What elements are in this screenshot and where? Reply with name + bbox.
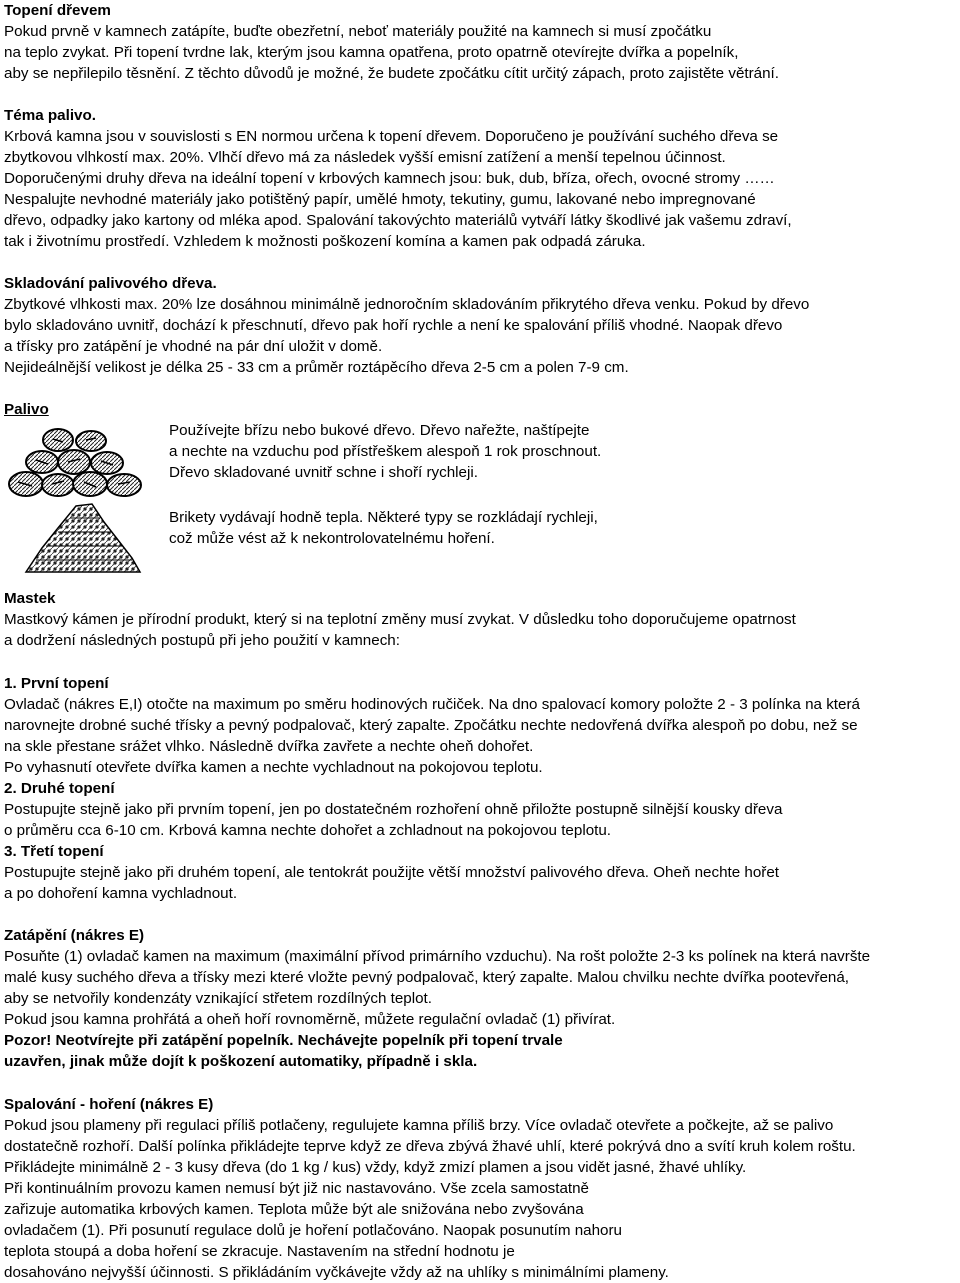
- paragraph-line: Při kontinuálním provozu kamen nemusí být již nic nastavováno. Vše zcela samostatně: [4, 1180, 590, 1197]
- paragraph-line: a po dohoření kamna vychladnout.: [4, 885, 238, 902]
- paragraph-line: Doporučenými druhy dřeva na ideální topení v krbových kamnech jsou: buk, dub, bříza, ořech, ovocné stromy ……: [4, 170, 775, 187]
- paragraph-line: Mastkový kámen je přírodní produkt, který si na teplotní změny musí zvykat. V důsledku toho doporučujeme opatrnost: [4, 611, 796, 628]
- section-heading-skladovani: Skladování palivového dřeva.: [4, 275, 217, 292]
- paragraph-line: a třísky pro zatápění je vhodné na pár dní uložit v domě.: [4, 338, 383, 355]
- paragraph-line: na skle přestane srážet vlhko. Následně dvířka zavřete a nechte oheň dohořet.: [4, 738, 534, 755]
- section-heading-tema: Téma palivo.: [4, 107, 97, 124]
- firewood-pile-illustration: [6, 422, 156, 497]
- paragraph-line: aby se netvořily kondenzáty vznikající střetem rozdílných teplot.: [4, 990, 432, 1007]
- paragraph-line: Po vyhasnutí otevřete dvířka kamen a nechte vychladnout na pokojovou teplotu.: [4, 759, 543, 776]
- palivo-briquette-text: což může vést až k nekontrolovatelnému hoření.: [169, 530, 495, 547]
- paragraph-line: Ovladač (nákres E,I) otočte na maximum po směru hodinových ručiček. Na dno spalovací komory položte 2 - 3 polínka na která: [4, 696, 860, 713]
- paragraph-line: dostatečně rozhoří. Další polínka přikládejte teprve když ze dřeva zbývá žhavé uhlí, které pokrývá dno a svítí kruh kolem roštu.: [4, 1138, 856, 1155]
- section-heading-palivo: Palivo: [4, 401, 49, 418]
- paragraph-line: dřevo, odpadky jako kartony od mléka apod. Spalování takovýchto materiálů vytváří látky škodlivé jak vašemu zdraví,: [4, 212, 792, 229]
- paragraph-line: Posuňte (1) ovladač kamen na maximum (maximální přívod primárního vzduchu). Na rošt položte 2-3 ks polínek na která navršte: [4, 948, 871, 965]
- paragraph-line: narovnejte drobné suché třísky a pevný podpalovač, který zapalte. Zpočátku nechte nedovřená dvířka alespoň po dobu, než se: [4, 717, 858, 734]
- paragraph-line: a dodržení následných postupů při jeho použití v kamnech:: [4, 632, 400, 649]
- section-heading-prvni: 1. První topení: [4, 675, 109, 692]
- section-heading-spalovani: Spalování - hoření (nákres E): [4, 1096, 214, 1113]
- paragraph-line: Nespalujte nevhodné materiály jako potištěný papír, umělé hmoty, tekutiny, gumu, lakované nebo impregnované: [4, 191, 756, 208]
- palivo-wood-text: Dřevo skladované uvnitř schne i shoří rychleji.: [169, 464, 478, 481]
- paragraph-line: Zbytkové vlhkosti max. 20% lze dosáhnou minimálně jednoročním skladováním přikrytého dřeva venku. Pokud by dřevo: [4, 296, 810, 313]
- section-heading-treti: 3. Třetí topení: [4, 843, 104, 860]
- paragraph-line: teplota stoupá a doba hoření se zkracuje. Nastavením na střední hodnotu je: [4, 1243, 515, 1260]
- briquette-pile-illustration: [22, 500, 142, 575]
- warning-line: uzavřen, jinak může dojít k poškození automatiky, případně i skla.: [4, 1053, 478, 1070]
- paragraph-line: Pokud jsou kamna prohřátá a oheň hoří rovnoměrně, můžete regulační ovladač (1) přivírat.: [4, 1011, 616, 1028]
- paragraph-line: zařizuje automatika krbových kamen. Teplota může být ale snižována nebo zvyšována: [4, 1201, 584, 1218]
- paragraph-line: Přikládejte minimálně 2 - 3 kusy dřeva (do 1 kg / kus) vždy, když zmizí plamen a jsou vidět jasné, žhavé uhlíky.: [4, 1159, 747, 1176]
- palivo-wood-text: Používejte břízu nebo bukové dřevo. Dřevo nařežte, naštípejte: [169, 422, 590, 439]
- section-heading-zatapeni: Zatápění (nákres E): [4, 927, 145, 944]
- paragraph-line: zbytkovou vlhkostí max. 20%. Vlhčí dřevo má za následek vyšší emisní zatížení a menší tepelnou účinnost.: [4, 149, 726, 166]
- section-heading-mastek: Mastek: [4, 590, 56, 607]
- paragraph-line: Postupujte stejně jako při prvním topení, jen po dostatečném rozhoření ohně přiložte postupně silnější kousky dřeva: [4, 801, 783, 818]
- palivo-briquette-text: Brikety vydávají hodně tepla. Některé typy se rozkládají rychleji,: [169, 509, 598, 526]
- section-heading-druhe: 2. Druhé topení: [4, 780, 115, 797]
- paragraph-line: bylo skladováno uvnitř, dochází k přeschnutí, dřevo pak hoří rychle a není ke spalování příliš vhodné. Naopak dřevo: [4, 317, 783, 334]
- paragraph-line: Postupujte stejně jako při druhém topení, ale tentokrát použijte větší množství palivového dřeva. Oheň nechte hořet: [4, 864, 780, 881]
- paragraph-line: tak i životnímu prostředí. Vzhledem k možnosti poškození komína a kamen pak odpadá záruka.: [4, 233, 646, 250]
- section-heading-topeni: Topení dřevem: [4, 2, 111, 19]
- paragraph-line: aby se nepřilepilo těsnění. Z těchto důvodů je možné, že budete zpočátku cítit určitý zápach, proto zajistěte větrání.: [4, 65, 779, 82]
- palivo-wood-text: a nechte na vzduchu pod přístřeškem alespoň 1 rok proschnout.: [169, 443, 602, 460]
- paragraph-line: Pokud prvně v kamnech zatápíte, buďte obezřetní, neboť materiály použité na kamnech si musí zpočátku: [4, 23, 712, 40]
- paragraph-line: malé kusy suchého dřeva a třísky mezi které vložte pevný podpalovač, který zapalte. Malou chvilku nechte dvířka pootevřená,: [4, 969, 850, 986]
- paragraph-line: Nejideálnější velikost je délka 25 - 33 cm a průměr roztápěcího dřeva 2-5 cm a polen 7-9 cm.: [4, 359, 629, 376]
- paragraph-line: Pokud jsou plameny při regulaci příliš potlačeny, regulujete kamna příliš brzy. Více ovladač otevřete a počkejte, až se palivo: [4, 1117, 834, 1134]
- paragraph-line: na teplo zvykat. Při topení tvrdne lak, kterým jsou kamna opatřena, proto opatrně otevírejte dvířka a popelník,: [4, 44, 739, 61]
- warning-line: Pozor! Neotvírejte při zatápění popelník. Nechávejte popelník při topení trvale: [4, 1032, 563, 1049]
- paragraph-line: o průměru cca 6-10 cm. Krbová kamna nechte dohořet a zchladnout na pokojovou teplotu.: [4, 822, 612, 839]
- paragraph-line: dosahováno nejvyšší účinnosti. S přikládáním vyčkávejte vždy až na uhlíky s minimálními plameny.: [4, 1264, 669, 1281]
- paragraph-line: Krbová kamna jsou v souvislosti s EN normou určena k topení dřevem. Doporučeno je používání suchého dřeva se: [4, 128, 779, 145]
- paragraph-line: ovladačem (1). Při posunutí regulace dolů je hoření potlačováno. Naopak posunutím nahoru: [4, 1222, 623, 1239]
